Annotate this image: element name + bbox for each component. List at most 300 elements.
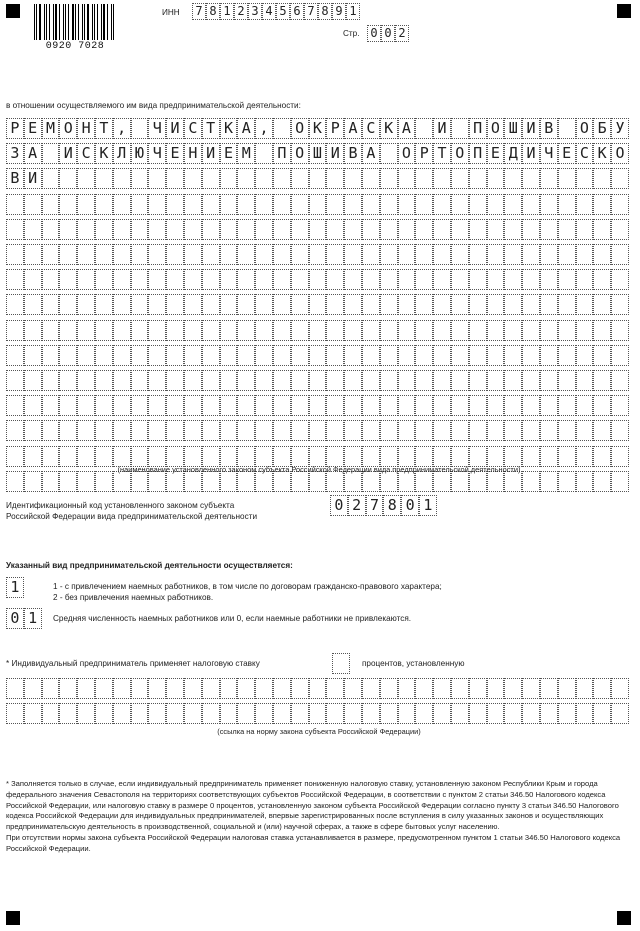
activity-char-cell	[6, 395, 24, 416]
law-reference-cell	[593, 678, 611, 699]
activity-char-cell	[540, 420, 558, 441]
activity-char-cell	[291, 370, 309, 391]
activity-char-cell	[558, 370, 576, 391]
activity-char-cell	[309, 269, 327, 290]
activity-char-cell	[415, 194, 433, 215]
activity-char-cell	[362, 320, 380, 341]
law-reference-cell	[273, 678, 291, 699]
activity-char-cell	[326, 320, 344, 341]
activity-char-cell	[593, 370, 611, 391]
activity-char-cell	[6, 446, 24, 467]
activity-caption: (наименование установленного законом субъекта Российской Федерации вида предпринимательской деятельности)	[117, 465, 521, 474]
activity-char-cell	[326, 219, 344, 240]
page-label: Стр.	[343, 29, 360, 38]
barcode-bar	[59, 4, 60, 40]
activity-char-cell	[522, 420, 540, 441]
activity-char-cell	[220, 219, 238, 240]
activity-char-cell	[59, 370, 77, 391]
activity-char-cell	[451, 194, 469, 215]
activity-char-cell	[558, 345, 576, 366]
activity-char-cell	[487, 320, 505, 341]
activity-char-cell	[611, 345, 629, 366]
tax-rate-label-before: * Индивидуальный предприниматель применяет налоговую ставку	[6, 659, 260, 668]
activity-char-cell	[611, 420, 629, 441]
activity-char-cell	[540, 370, 558, 391]
activity-char-cell	[42, 446, 60, 467]
activity-char-cell	[24, 194, 42, 215]
law-reference-row[interactable]	[6, 678, 629, 699]
page-number-field[interactable]	[367, 25, 409, 42]
activity-char-cell: А	[24, 143, 42, 164]
law-reference-row[interactable]	[6, 703, 629, 724]
activity-char-cell: О	[291, 143, 309, 164]
activity-char-cell	[504, 446, 522, 467]
barcode-bar	[72, 4, 74, 40]
activity-char-cell	[451, 420, 469, 441]
law-reference-cell	[469, 678, 487, 699]
activity-char-cell	[362, 168, 380, 189]
activity-char-cell	[202, 269, 220, 290]
activity-row[interactable]	[6, 320, 629, 341]
activity-char-cell	[291, 395, 309, 416]
activity-char-cell	[362, 420, 380, 441]
activity-char-cell	[148, 420, 166, 441]
activity-char-cell	[380, 294, 398, 315]
activity-char-cell	[558, 420, 576, 441]
activity-char-cell	[237, 345, 255, 366]
activity-char-cell	[202, 244, 220, 265]
activity-char-cell: О	[611, 143, 629, 164]
activity-char-cell	[469, 194, 487, 215]
activity-char-cell	[24, 219, 42, 240]
activity-row[interactable]	[6, 395, 629, 416]
activity-char-cell	[593, 420, 611, 441]
activity-char-cell	[451, 395, 469, 416]
activity-char-cell	[113, 420, 131, 441]
activity-char-cell	[504, 294, 522, 315]
activity-char-cell	[309, 294, 327, 315]
activity-char-cell	[237, 294, 255, 315]
activity-char-cell: Б	[593, 118, 611, 139]
activity-char-cell	[113, 395, 131, 416]
activity-row[interactable]	[6, 420, 629, 441]
law-reference-cell	[42, 703, 60, 724]
inn-label: ИНН	[162, 8, 180, 17]
activity-char-cell: Д	[504, 143, 522, 164]
activity-char-cell	[24, 269, 42, 290]
activity-char-cell	[540, 168, 558, 189]
activity-char-cell	[415, 395, 433, 416]
activity-char-cell	[202, 320, 220, 341]
activity-char-cell	[522, 194, 540, 215]
law-reference-cell	[24, 703, 42, 724]
activity-char-cell	[166, 269, 184, 290]
activity-char-cell	[487, 168, 505, 189]
activity-row[interactable]	[6, 294, 629, 315]
activity-char-cell	[131, 168, 149, 189]
activity-char-cell	[166, 194, 184, 215]
activity-char-cell	[131, 294, 149, 315]
activity-char-cell: Е	[487, 143, 505, 164]
activity-char-cell: И	[522, 143, 540, 164]
activity-char-cell	[469, 244, 487, 265]
activity-char-cell: Р	[326, 118, 344, 139]
activity-char-cell: С	[77, 143, 95, 164]
law-reference-cell	[415, 703, 433, 724]
law-reference-cell	[326, 703, 344, 724]
activity-row[interactable]	[6, 345, 629, 366]
page-digit-cell: 0	[381, 25, 395, 42]
activity-char-cell	[77, 294, 95, 315]
activity-char-cell: Р	[415, 143, 433, 164]
activity-char-cell	[202, 168, 220, 189]
activity-char-cell	[344, 244, 362, 265]
activity-char-cell: К	[593, 143, 611, 164]
law-reference-cell	[202, 703, 220, 724]
activity-char-cell	[95, 370, 113, 391]
activity-char-cell	[326, 168, 344, 189]
activity-char-cell	[59, 168, 77, 189]
activity-char-cell	[273, 420, 291, 441]
law-reference-cell	[558, 703, 576, 724]
activity-char-cell	[255, 446, 273, 467]
activity-char-cell	[113, 345, 131, 366]
inn-digit-cell: 8	[206, 3, 220, 20]
activity-char-cell	[576, 320, 594, 341]
activity-char-cell: И	[166, 118, 184, 139]
activity-char-cell	[148, 446, 166, 467]
activity-char-cell	[184, 420, 202, 441]
law-reference-cell	[113, 678, 131, 699]
activity-char-cell	[522, 370, 540, 391]
activity-char-cell	[433, 269, 451, 290]
activity-char-cell: А	[237, 118, 255, 139]
employee-count-digit-cell: 1	[24, 608, 42, 629]
activity-char-cell	[309, 446, 327, 467]
activity-char-cell	[95, 420, 113, 441]
law-reference-cell	[166, 703, 184, 724]
inn-digit-cell: 1	[346, 3, 360, 20]
activity-char-cell	[309, 244, 327, 265]
inn-digit-cell: 7	[192, 3, 206, 20]
law-reference-cell	[113, 703, 131, 724]
activity-row[interactable]	[6, 143, 629, 164]
activity-char-cell	[380, 168, 398, 189]
activity-char-cell	[255, 168, 273, 189]
activity-char-cell	[202, 420, 220, 441]
activity-char-cell	[576, 395, 594, 416]
activity-char-cell	[184, 219, 202, 240]
activity-char-cell	[415, 269, 433, 290]
law-reference-cell	[291, 678, 309, 699]
activity-char-cell	[42, 370, 60, 391]
activity-char-cell	[113, 194, 131, 215]
activity-char-cell	[576, 345, 594, 366]
activity-char-cell	[398, 269, 416, 290]
activity-char-cell	[273, 219, 291, 240]
activity-char-cell	[77, 420, 95, 441]
activity-char-cell	[344, 446, 362, 467]
activity-char-cell	[255, 294, 273, 315]
activity-char-cell	[433, 370, 451, 391]
activity-char-cell	[273, 269, 291, 290]
activity-char-cell	[77, 219, 95, 240]
activity-char-cell	[255, 219, 273, 240]
activity-char-cell	[558, 244, 576, 265]
activity-char-cell	[344, 168, 362, 189]
law-reference-cell	[593, 703, 611, 724]
barcode-bar	[39, 4, 41, 40]
law-reference-cell	[59, 678, 77, 699]
employee-count-label: Средняя численность наемных работников или 0, если наемные работники не привлекаются.	[53, 614, 412, 623]
activity-char-cell	[522, 294, 540, 315]
activity-char-cell: О	[291, 118, 309, 139]
activity-char-cell	[59, 320, 77, 341]
activity-char-cell	[291, 244, 309, 265]
law-reference-cell	[611, 678, 629, 699]
activity-char-cell	[291, 194, 309, 215]
barcode-bar	[44, 4, 45, 40]
law-reference-cell	[611, 703, 629, 724]
activity-char-cell	[504, 370, 522, 391]
activity-char-cell	[95, 345, 113, 366]
activity-char-cell	[131, 395, 149, 416]
activity-char-cell: П	[469, 143, 487, 164]
corner-marker-bottom-right	[617, 911, 631, 925]
activity-char-cell	[469, 294, 487, 315]
activity-char-cell	[576, 446, 594, 467]
activity-row[interactable]	[6, 244, 629, 265]
activity-char-cell	[59, 446, 77, 467]
activity-char-cell	[540, 219, 558, 240]
activity-char-cell	[113, 320, 131, 341]
activity-row[interactable]	[6, 118, 629, 139]
activity-row[interactable]	[6, 370, 629, 391]
activity-char-cell	[469, 395, 487, 416]
activity-char-cell: Е	[558, 143, 576, 164]
law-reference-cell	[487, 703, 505, 724]
activity-char-cell: В	[6, 168, 24, 189]
activity-char-cell	[77, 446, 95, 467]
law-reference-cell	[6, 678, 24, 699]
activity-char-cell	[59, 244, 77, 265]
barcode-bar	[97, 4, 98, 40]
activity-char-cell	[344, 395, 362, 416]
activity-char-cell	[433, 219, 451, 240]
activity-char-cell	[184, 345, 202, 366]
activity-char-cell	[433, 194, 451, 215]
activity-char-cell	[487, 194, 505, 215]
activity-char-cell	[273, 446, 291, 467]
law-reference-cell	[24, 678, 42, 699]
id-code-digit-cell: 8	[383, 495, 401, 516]
activity-char-cell	[309, 168, 327, 189]
activity-char-cell	[59, 420, 77, 441]
activity-char-cell	[611, 168, 629, 189]
activity-char-cell	[522, 219, 540, 240]
inn-digit-cell: 9	[332, 3, 346, 20]
activity-char-cell	[309, 370, 327, 391]
activity-char-cell	[433, 244, 451, 265]
activity-char-cell	[202, 294, 220, 315]
activity-char-cell	[469, 370, 487, 391]
activity-char-cell	[291, 420, 309, 441]
activity-char-cell	[326, 294, 344, 315]
activity-row[interactable]	[6, 168, 629, 189]
activity-char-cell	[77, 269, 95, 290]
law-reference-cell	[237, 703, 255, 724]
activity-char-cell	[6, 294, 24, 315]
activity-char-cell	[59, 219, 77, 240]
activity-char-cell: И	[202, 143, 220, 164]
barcode-bar	[75, 4, 76, 40]
law-reference-cell	[237, 678, 255, 699]
activity-char-cell	[415, 244, 433, 265]
tax-rate-field[interactable]	[332, 653, 350, 674]
corner-marker-top-right	[617, 4, 631, 18]
inn-field[interactable]	[192, 3, 360, 20]
activity-char-cell	[415, 345, 433, 366]
activity-row[interactable]	[6, 446, 629, 467]
inn-digit-cell: 3	[248, 3, 262, 20]
activity-char-cell	[593, 244, 611, 265]
activity-char-cell	[237, 194, 255, 215]
employment-mode-field[interactable]	[6, 577, 24, 598]
barcode	[34, 4, 116, 40]
activity-char-cell: З	[6, 143, 24, 164]
activity-char-cell	[24, 446, 42, 467]
activity-char-cell	[451, 244, 469, 265]
law-reference-cell	[255, 703, 273, 724]
activity-char-cell	[166, 370, 184, 391]
activity-char-cell	[77, 320, 95, 341]
activity-char-cell	[77, 345, 95, 366]
activity-char-cell	[344, 345, 362, 366]
law-reference-cell	[309, 678, 327, 699]
inn-digit-cell: 8	[318, 3, 332, 20]
activity-char-cell	[237, 370, 255, 391]
law-reference-cell	[344, 678, 362, 699]
id-code-field[interactable]	[330, 495, 437, 516]
activity-char-cell	[522, 345, 540, 366]
activity-char-cell	[504, 194, 522, 215]
activity-char-cell	[6, 320, 24, 341]
activity-char-cell	[576, 294, 594, 315]
activity-char-cell	[237, 446, 255, 467]
activity-char-cell	[504, 420, 522, 441]
activity-char-cell: ,	[255, 118, 273, 139]
activity-char-cell	[237, 219, 255, 240]
activity-char-cell: С	[184, 118, 202, 139]
activity-char-cell	[220, 269, 238, 290]
activity-char-cell	[291, 269, 309, 290]
activity-char-cell	[451, 345, 469, 366]
activity-char-cell: Т	[95, 118, 113, 139]
law-reference-cell	[202, 678, 220, 699]
activity-char-cell	[415, 118, 433, 139]
activity-char-cell	[113, 294, 131, 315]
activity-char-cell	[558, 269, 576, 290]
activity-char-cell	[558, 194, 576, 215]
activity-row[interactable]	[6, 269, 629, 290]
activity-char-cell	[255, 244, 273, 265]
activity-char-cell	[291, 168, 309, 189]
activity-char-cell	[593, 294, 611, 315]
activity-char-cell	[202, 219, 220, 240]
activity-char-cell	[77, 370, 95, 391]
activity-char-cell	[451, 294, 469, 315]
activity-char-cell	[487, 244, 505, 265]
activity-char-cell	[380, 194, 398, 215]
activity-char-cell	[220, 395, 238, 416]
activity-char-cell	[362, 194, 380, 215]
activity-char-cell	[113, 219, 131, 240]
activity-char-cell	[255, 395, 273, 416]
activity-char-cell	[237, 395, 255, 416]
activity-char-cell	[148, 269, 166, 290]
activity-char-cell	[504, 395, 522, 416]
activity-char-cell	[95, 269, 113, 290]
activity-char-cell	[184, 269, 202, 290]
activity-char-cell	[504, 269, 522, 290]
activity-char-cell	[558, 294, 576, 315]
activity-char-cell	[504, 219, 522, 240]
activity-char-cell	[380, 446, 398, 467]
activity-char-cell	[255, 143, 273, 164]
activity-char-cell	[380, 269, 398, 290]
activity-row[interactable]	[6, 219, 629, 240]
activity-row[interactable]	[6, 194, 629, 215]
activity-char-cell	[593, 194, 611, 215]
activity-char-cell	[131, 420, 149, 441]
employee-count-field[interactable]	[6, 608, 42, 629]
inn-digit-cell: 2	[234, 3, 248, 20]
barcode-bar	[46, 4, 47, 40]
barcode-bar	[63, 4, 64, 40]
activity-char-cell	[611, 194, 629, 215]
activity-char-cell: П	[273, 143, 291, 164]
activity-char-cell	[6, 345, 24, 366]
activity-char-cell	[24, 345, 42, 366]
activity-char-cell	[6, 219, 24, 240]
activity-char-cell: К	[220, 118, 238, 139]
footnote-paragraph-1: * Заполняется только в случае, если индивидуальный предприниматель применяет пониженную налоговую ставку, установленную законом Республики Крым и города федерального значения Севастополя на территориях соответствующих субъектов Российской Федерации, в соответствии с пунктом 2 статьи 346.50 Налогового кодекса Российской Федерации, или налоговую ставку в размере 0 процентов, установленную законом субъекта Российской Федерации согласно пункту 3 статьи 346.50 Налогового кодекса Российской Федерации для индивидуальных предпринимателей, впервые зарегистрированных после вступления в силу указанных законов и осуществляющих предпринимательскую деятельность в производственной, социальной и (или) научной сферах, а также в сфере бытовых услуг населению.	[6, 779, 619, 832]
activity-char-cell	[504, 345, 522, 366]
activity-char-cell	[95, 446, 113, 467]
activity-char-cell	[95, 320, 113, 341]
activity-char-cell	[487, 446, 505, 467]
activity-char-cell	[576, 370, 594, 391]
law-reference-cell	[131, 703, 149, 724]
activity-char-cell	[344, 320, 362, 341]
law-reference-cell	[220, 678, 238, 699]
activity-char-cell	[184, 370, 202, 391]
activity-char-cell	[611, 294, 629, 315]
activity-char-cell	[398, 219, 416, 240]
activity-char-cell	[291, 446, 309, 467]
activity-char-cell	[131, 244, 149, 265]
activity-char-cell	[380, 395, 398, 416]
activity-char-cell	[42, 395, 60, 416]
activity-char-cell	[576, 219, 594, 240]
activity-char-cell	[148, 395, 166, 416]
activity-char-cell	[202, 370, 220, 391]
activity-char-cell	[522, 320, 540, 341]
activity-char-cell	[148, 244, 166, 265]
activity-char-cell	[326, 194, 344, 215]
activity-char-cell	[487, 219, 505, 240]
activity-char-cell	[95, 219, 113, 240]
